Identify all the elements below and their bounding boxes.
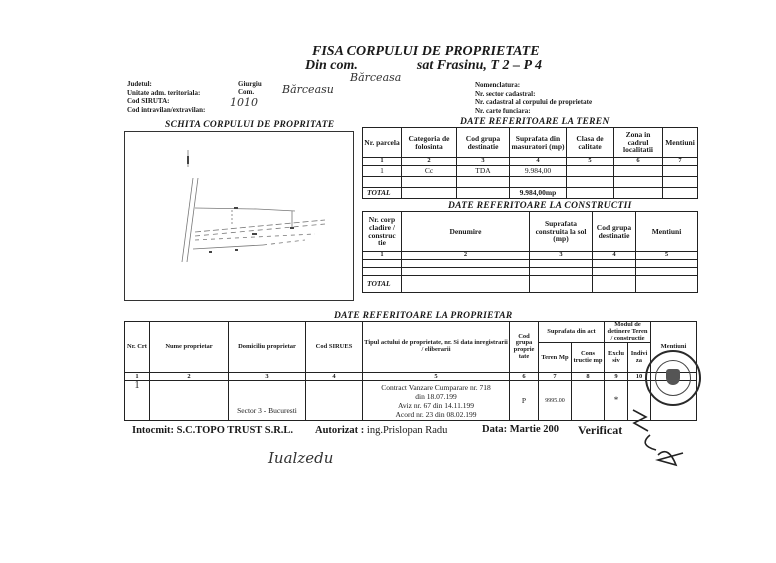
col-num: 1 — [125, 373, 150, 381]
act-line: Aviz nr. 67 din 14.11.199 — [397, 400, 475, 410]
col-num: 7 — [539, 373, 572, 381]
col-num: 1 — [363, 252, 402, 260]
proprietar-table — [124, 321, 697, 421]
teren-cell — [614, 177, 663, 188]
label-carte-funciara: Nr. carte funciara: — [475, 106, 531, 115]
teren-header-zona: Zona in cadrul localitatii — [614, 128, 663, 158]
empty-cell — [402, 276, 530, 293]
proprietar-header-constructie: Cons tructie mp — [572, 343, 605, 373]
table-row — [125, 381, 697, 421]
empty-cell — [636, 276, 698, 293]
proprietar-domiciliu-cell: Sector 3 - Bucuresti — [229, 381, 306, 421]
proprietar-act-cell — [363, 381, 510, 421]
proprietar-exclusiv-cell: * — [605, 381, 628, 421]
col-num: 5 — [636, 252, 698, 260]
teren-cell — [510, 177, 567, 188]
cadastral-sketch-drawing — [125, 132, 353, 300]
teren-header-clasa: Clasa de calitate — [567, 128, 614, 158]
commune-line — [305, 58, 542, 74]
col-num: 10 — [628, 373, 651, 381]
constructii-col-numbers — [363, 252, 698, 260]
data-block — [482, 424, 559, 435]
teren-cell: Cc — [402, 166, 457, 177]
siruta-handwritten: 1010 — [230, 96, 258, 109]
constructii-total-label: TOTAL — [363, 276, 402, 293]
proprietar-header-modul: Modul de detinere Teren / constructie — [605, 322, 651, 343]
table-row — [363, 260, 698, 268]
sketch-title: SCHITA CORPULUI DE PROPRITATE — [165, 120, 335, 130]
empty-cell — [402, 188, 457, 199]
empty-cell — [530, 276, 593, 293]
col-num: 9 — [605, 373, 628, 381]
constructii-header-nr-corp: Nr. corp cladire / construc tie — [363, 212, 402, 252]
teren-cell: 9.984,00 — [510, 166, 567, 177]
col-num: 1 — [363, 158, 402, 166]
teren-header-mentiuni: Mentiuni — [663, 128, 698, 158]
cell — [636, 260, 698, 268]
table-row — [363, 177, 698, 188]
commune-prefix: Din com. — [305, 58, 358, 73]
col-num: 4 — [510, 158, 567, 166]
cell — [363, 268, 402, 276]
label-sector-cadastral: Nr. sector cadastral: — [475, 89, 536, 98]
teren-header-cod-grupa: Cod grupa destinatie — [457, 128, 510, 158]
col-num: 3 — [457, 158, 510, 166]
proprietar-header-exclusiv: Exclu siv — [605, 343, 628, 373]
act-line: Contract Vanzare Cumparare nr. 718 — [381, 382, 491, 392]
proprietar-header-cod-grupa: Cod grupa proprie tate — [510, 322, 539, 373]
verifier-signature — [628, 405, 688, 475]
col-num: 5 — [567, 158, 614, 166]
label-intravilan: Cod intravilan/extravilan: — [127, 105, 206, 114]
proprietar-header-mentiuni: Mentiuni — [651, 322, 697, 373]
proprietar-nr-cell: 1 — [125, 381, 150, 421]
col-num: 2 — [402, 252, 530, 260]
judet-value: Giurgiu — [238, 80, 262, 88]
cell — [593, 260, 636, 268]
act-line: din 18.07.199 — [415, 391, 457, 401]
cell — [363, 260, 402, 268]
teren-total-row — [363, 188, 698, 199]
proprietar-section-title: DATE REFERITOARE LA PROPRIETAR — [334, 311, 513, 321]
autorizat-label: Autorizat : — [315, 425, 365, 436]
cell — [530, 268, 593, 276]
sketch-frame — [124, 131, 354, 301]
proprietar-nume-cell — [150, 381, 229, 421]
act-line: Acord nr. 23 din 08.02.199 — [395, 409, 477, 419]
table-row — [363, 268, 698, 276]
col-num: 3 — [229, 373, 306, 381]
label-nomenclatura: Nomenclatura: — [475, 81, 521, 89]
teren-section-title: DATE REFERITOARE LA TEREN — [460, 117, 610, 127]
data-label: Data: — [482, 424, 508, 435]
proprietar-header-suprafata-act: Suprafata din act — [539, 322, 605, 343]
col-num: 3 — [530, 252, 593, 260]
col-num: 5 — [363, 373, 510, 381]
empty-cell — [457, 188, 510, 199]
handwritten-commune: Bărceasa — [350, 71, 402, 84]
data-value: Martie 200 — [509, 424, 559, 435]
uat-handwritten: Bărceasu — [282, 83, 334, 96]
constructii-header-suprafata: Suprafata construita la sol (mp) — [530, 212, 593, 252]
empty-cell — [663, 188, 698, 199]
teren-table — [362, 127, 698, 199]
table-row — [363, 166, 698, 177]
constructii-table — [362, 211, 698, 293]
col-num: 2 — [402, 158, 457, 166]
official-stamp — [645, 350, 701, 406]
constructii-total-row — [363, 276, 698, 293]
cell — [402, 260, 530, 268]
document-title: FISA CORPULUI DE PROPRIETATE — [312, 44, 540, 59]
col-num: 6 — [510, 373, 539, 381]
uat-value: Com. — [238, 88, 255, 96]
teren-cell — [363, 177, 402, 188]
proprietar-header-domiciliu: Domiciliu proprietar — [229, 322, 306, 373]
teren-header-nr-parcela: Nr. parcela — [363, 128, 402, 158]
teren-cell — [567, 166, 614, 177]
constructii-header-cod-grupa: Cod grupa destinatie — [593, 212, 636, 252]
teren-cell: 1 — [363, 166, 402, 177]
constructii-header-denumire: Denumire — [402, 212, 530, 252]
footer-line — [132, 425, 293, 436]
proprietar-header-act: Tipul actului de proprietate, nr. Si data inregistrarii / eliberarii — [363, 322, 510, 373]
handwritten-signature: Iualzedu — [268, 449, 334, 467]
proprietar-header-nr: Nr. Crt — [125, 322, 150, 373]
proprietar-header-nume: Nume proprietar — [150, 322, 229, 373]
cell — [530, 260, 593, 268]
label-judet: Judetul: — [127, 80, 152, 88]
teren-cell — [402, 177, 457, 188]
teren-cell — [663, 177, 698, 188]
teren-col-numbers — [363, 158, 698, 166]
empty-cell — [614, 188, 663, 199]
teren-total-label: TOTAL — [363, 188, 402, 199]
autorizat-value: ing.Prislopan Radu — [366, 425, 448, 436]
col-num: 4 — [306, 373, 363, 381]
empty-cell — [593, 276, 636, 293]
constructii-section-title: DATE REFERITOARE LA CONSTRUCTII — [448, 201, 632, 211]
teren-header-categoria: Categoria de folosinta — [402, 128, 457, 158]
cell — [636, 268, 698, 276]
verificat-label: Verificat — [578, 423, 623, 437]
teren-cell — [614, 166, 663, 177]
label-nr-cadastral: Nr. cadastral al corpului de proprietate — [475, 98, 593, 106]
col-num: 7 — [663, 158, 698, 166]
proprietar-header-teren: Teren Mp — [539, 343, 572, 373]
col-num: 2 — [150, 373, 229, 381]
left-meta-labels — [127, 80, 205, 114]
teren-total-value: 9.984,00mp — [510, 188, 567, 199]
teren-cell: TDA — [457, 166, 510, 177]
intocmit-value: S.C.TOPO TRUST S.R.L. — [176, 425, 294, 436]
proprietar-constructie-cell — [572, 381, 605, 421]
proprietar-sirues-cell — [306, 381, 363, 421]
autorizat-block — [315, 425, 447, 436]
intocmit-label: Intocmit: — [132, 425, 174, 436]
teren-cell — [457, 177, 510, 188]
proprietar-cod-grupa-cell: P — [510, 381, 539, 421]
proprietar-header-sirues: Cod SIRUES — [306, 322, 363, 373]
right-meta-labels — [475, 81, 592, 115]
col-num: 4 — [593, 252, 636, 260]
empty-cell — [567, 188, 614, 199]
col-num: 8 — [572, 373, 605, 381]
crest-icon — [666, 369, 680, 385]
cell — [593, 268, 636, 276]
label-uat: Unitate adm. teritoriala: — [127, 88, 201, 97]
village-info: sat Frasinu, T 2 – P 4 — [416, 58, 543, 73]
constructii-header-mentiuni: Mentiuni — [636, 212, 698, 252]
label-siruta: Cod SIRUTA: — [127, 97, 170, 105]
col-num: 6 — [614, 158, 663, 166]
teren-cell — [567, 177, 614, 188]
proprietar-teren-cell: 9995.00 — [539, 381, 572, 421]
teren-header-suprafata: Suprafata din masuratori (mp) — [510, 128, 567, 158]
cell — [402, 268, 530, 276]
proprietar-header-indiviza: Indivi za — [628, 343, 651, 373]
teren-cell — [663, 166, 698, 177]
proprietar-col-numbers — [125, 373, 697, 381]
